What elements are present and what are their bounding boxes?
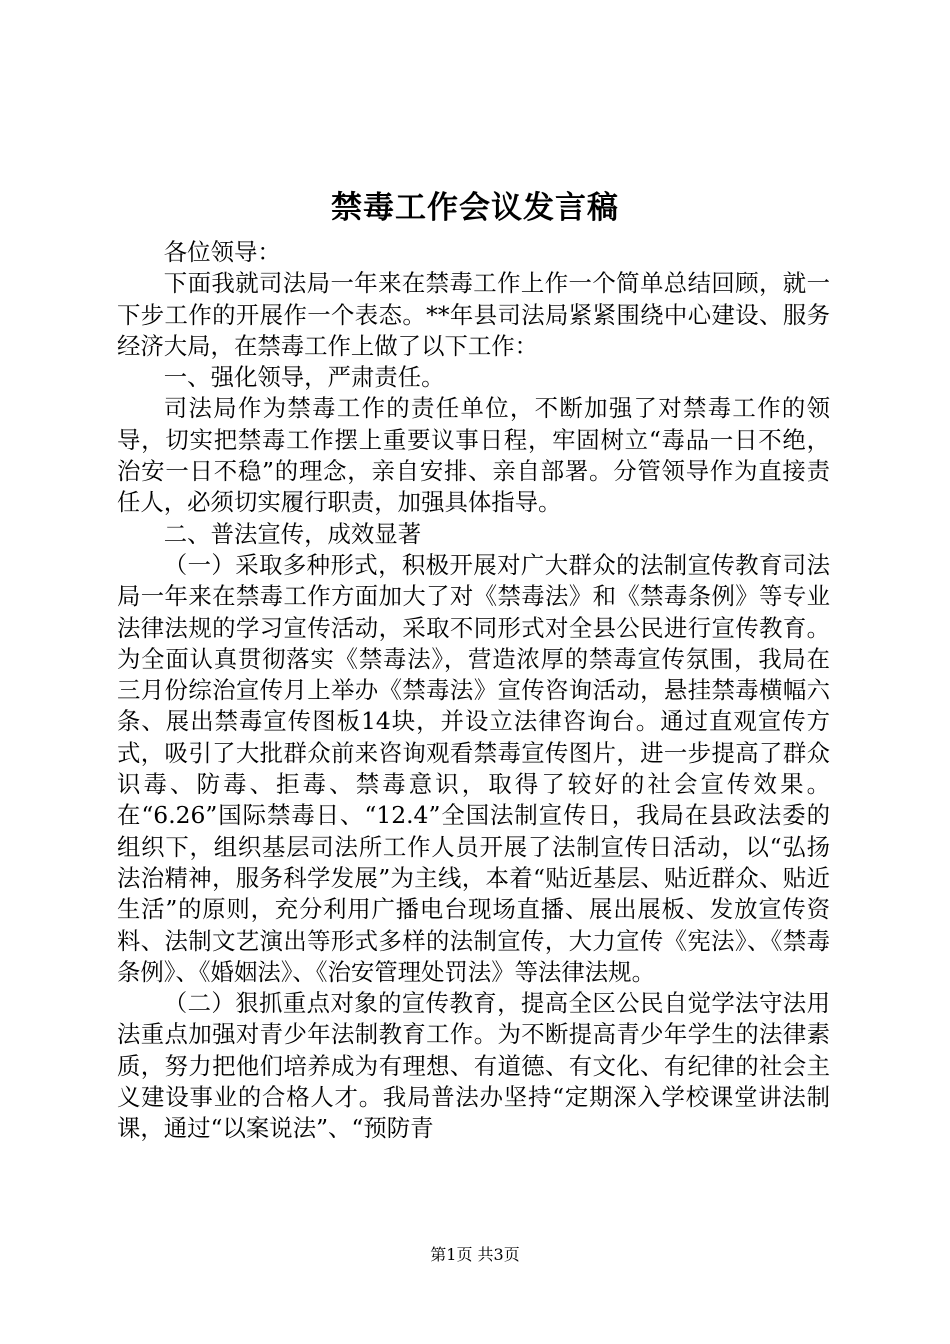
page-title: 禁毒工作会议发言稿 xyxy=(331,190,619,226)
paragraph: （一）采取多种形式，积极开展对广大群众的法制宣传教育司法局一年来在禁毒工作方面加大了对《禁毒法》和《禁毒条例》等专业法律法规的学习宣传活动，采取不同形式对全县公民进行宣传教育。为全面认真贯彻落实《禁毒法》，营造浓厚的禁毒宣传氛围，我局在三月份综治宣传月上举办《禁毒法》宣传咨询活动，悬挂禁毒横幅六条、展出禁毒宣传图板14块，并设立法律咨询台。通过直观宣传方式，吸引了大批群众前来咨询观看禁毒宣传图片，进一步提高了群众识毒、防毒、拒毒、禁毒意识，取得了较好的社会宣传效果。在“6.26”国际禁毒日、“12.4”全国法制宣传日，我局在县政法委的组织下，组织基层司法所工作人员开展了法制宣传日活动，以“弘扬法治精神，服务科学发展”为主线，本着“贴近基层、贴近群众、贴近生活”的原则，充分利用广播电台现场直播、展出展板、发放宣传资料、法制文艺演出等形式多样的法制宣传，大力宣传《宪法》、《禁毒条例》、《婚姻法》、《治安管理处罚法》等法律法规。 xyxy=(117,550,830,986)
section-heading: 一、强化领导，严肃责任。 xyxy=(163,363,445,392)
section-heading: 二、普法宣传，成效显著 xyxy=(163,519,422,548)
paragraph: 司法局作为禁毒工作的责任单位，不断加强了对禁毒工作的领导，切实把禁毒工作摆上重要议事日程，牢固树立“毒品一日不绝，治安一日不稳”的理念，亲自安排、亲自部署。分管领导作为直接责任人，必须切实履行职责，加强具体指导。 xyxy=(117,394,830,517)
salutation: 各位领导： xyxy=(163,238,281,266)
page-footer: 第1页 共3页 xyxy=(430,1245,520,1264)
paragraph: （二）狠抓重点对象的宣传教育，提高全区公民自觉学法守法用法重点加强对青少年法制教育工作。为不断提高青少年学生的法律素质，努力把他们培养成为有理想、有道德、有文化、有纪律的社会主义建设事业的合格人才。我局普法办坚持“定期深入学校课堂讲法制课，通过“以案说法”、“预防青 xyxy=(117,989,830,1143)
document-body xyxy=(117,237,830,1145)
paragraph: 下面我就司法局一年来在禁毒工作上作一个简单总结回顾，就一下步工作的开展作一个表态。**年县司法局紧紧围绕中心建设、服务经济大局，在禁毒工作上做了以下工作： xyxy=(117,269,830,360)
